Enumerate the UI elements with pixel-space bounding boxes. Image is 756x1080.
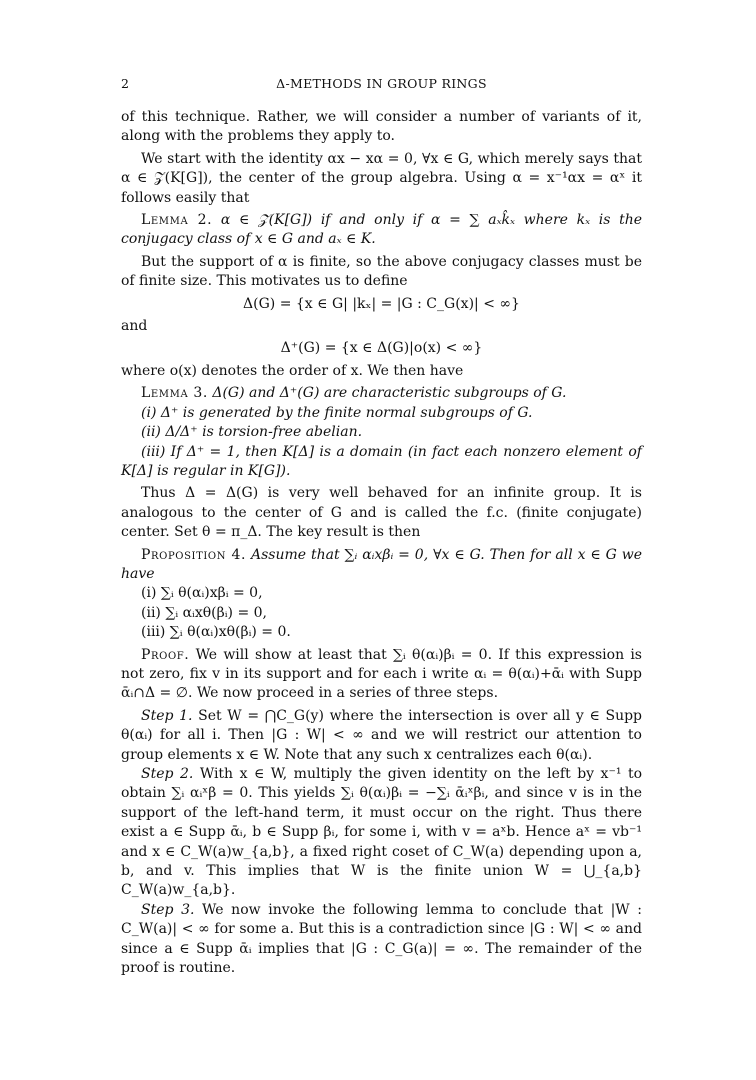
paragraph-2: We start with the identity αx − xα = 0, ∀x ∈ G, which merely says that α ∈ 𝒵(K[G]), the center of the group algebra. Using α = x⁻¹αx = αˣ it follows easily that bbox=[121, 150, 642, 206]
lemma-3-item-iii: (iii) If Δ⁺ = 1, then K[Δ] is a domain (in fact each nonzero element of K[Δ] is regular in K[G]). bbox=[121, 443, 642, 479]
paragraph-5: Thus Δ = Δ(G) is very well behaved for an infinite group. It is analogous to the center of G and is called the f.c. (finite conjugate) center. Set θ = π_Δ. The key result is then bbox=[121, 485, 642, 541]
step-1-text: Set W = ⋂C_G(y) where the intersection is over all y ∈ Supp θ(αᵢ) for all i. Then |G : W| < ∞ and we will restrict our attention to group elements x ∈ W. Note that any such x centralizes each θ(αᵢ). bbox=[121, 707, 643, 763]
page-body bbox=[121, 108, 642, 981]
running-head: Δ-METHODS IN GROUP RINGS bbox=[276, 76, 487, 91]
lemma-2-label: Lemma 2. bbox=[141, 212, 213, 229]
lemma-3-text: Δ(G) and Δ⁺(G) are characteristic subgroups of G. bbox=[212, 385, 567, 402]
proof-label: Proof. bbox=[141, 646, 190, 663]
step-2 bbox=[121, 765, 642, 901]
lemma-3 bbox=[121, 384, 642, 403]
proposition-4-item-ii: (ii) ∑ᵢ αᵢxθ(βᵢ) = 0, bbox=[141, 604, 268, 621]
step-2-label: Step 2. bbox=[141, 766, 194, 782]
lemma-3-label: Lemma 3. bbox=[141, 385, 208, 402]
proof-text: We will show at least that ∑ᵢ θ(αᵢ)βᵢ = 0. If this expression is not zero, fix v in its support and for each i write αᵢ = θ(αᵢ)+ᾱᵢ with Supp ᾱᵢ∩Δ = ∅. We now proceed in a series of three steps. bbox=[121, 646, 642, 702]
proof bbox=[121, 646, 642, 704]
paragraph-4: where o(x) denotes the order of x. We then have bbox=[121, 362, 464, 379]
proposition-4-item-i: (i) ∑ᵢ θ(αᵢ)xβᵢ = 0, bbox=[141, 585, 263, 602]
step-3 bbox=[121, 901, 642, 979]
lemma-3-item-i: (i) Δ⁺ is generated by the finite normal subgroups of G. bbox=[141, 404, 533, 421]
lemma-2-text: α ∈ 𝒵(K[G]) if and only if α = ∑ aₓk̂ₓ where kₓ is the conjugacy class of x ∈ G and aₓ ∈ K. bbox=[121, 212, 643, 248]
lemma-3-item-ii: (ii) Δ/Δ⁺ is torsion-free abelian. bbox=[141, 424, 363, 441]
equation-delta-plus: Δ⁺(G) = {x ∈ Δ(G)|o(x) < ∞} bbox=[280, 340, 483, 357]
equation-delta: Δ(G) = {x ∈ G| |kₓ| = |G : C_G(x)| < ∞} bbox=[243, 295, 520, 312]
step-3-label: Step 3. bbox=[141, 901, 195, 918]
proposition-4-label: Proposition 4. bbox=[141, 546, 247, 563]
step-1-label: Step 1. bbox=[141, 707, 193, 724]
paragraph-3: But the support of α is finite, so the above conjugacy classes must be of finite size. This motivates us to define bbox=[121, 253, 642, 290]
paragraph-1: of this technique. Rather, we will consider a number of variants of it, along with the problems they apply to. bbox=[121, 109, 642, 145]
step-1 bbox=[121, 707, 642, 765]
page-number: 2 bbox=[121, 76, 130, 91]
page-header bbox=[121, 76, 642, 96]
proposition-4-item-iii: (iii) ∑ᵢ θ(αᵢ)xθ(βᵢ) = 0. bbox=[141, 624, 291, 641]
proposition-4-text: Assume that ∑ᵢ αᵢxβᵢ = 0, ∀x ∈ G. Then for all x ∈ G we have bbox=[121, 546, 642, 582]
and-text: and bbox=[121, 318, 148, 335]
step-2-text: With x ∈ W, multiply the given identity on the left by x⁻¹ to obtain ∑ᵢ αᵢˣβ = 0. This yields ∑ᵢ θ(αᵢ)βᵢ = −∑ᵢ ᾱᵢˣβᵢ, and since v is in the support of the left-hand term, it must occur on the right. Thus there exist a ∈ Supp ᾱᵢ, b ∈ Supp βᵢ, for some i, with v = aˣb. Hence aˣ = vb⁻¹ and x ∈ C_W(a)w_{a,b}, a fixed right coset of C_W(a) depending upon a, b, and v. This implies that W is the finite union W = ⋃_{a,b} C_W(a)w_{a,b}. bbox=[121, 766, 643, 899]
lemma-2 bbox=[121, 211, 642, 250]
step-3-text: We now invoke the following lemma to conclude that |W : C_W(a)| < ∞ for some a. But this is a contradiction since |G : W| < ∞ and since a ∈ Supp ᾱᵢ implies that |G : C_G(a)| = ∞. The remainder of the proof is routine. bbox=[121, 901, 643, 977]
proposition-4 bbox=[121, 546, 642, 585]
